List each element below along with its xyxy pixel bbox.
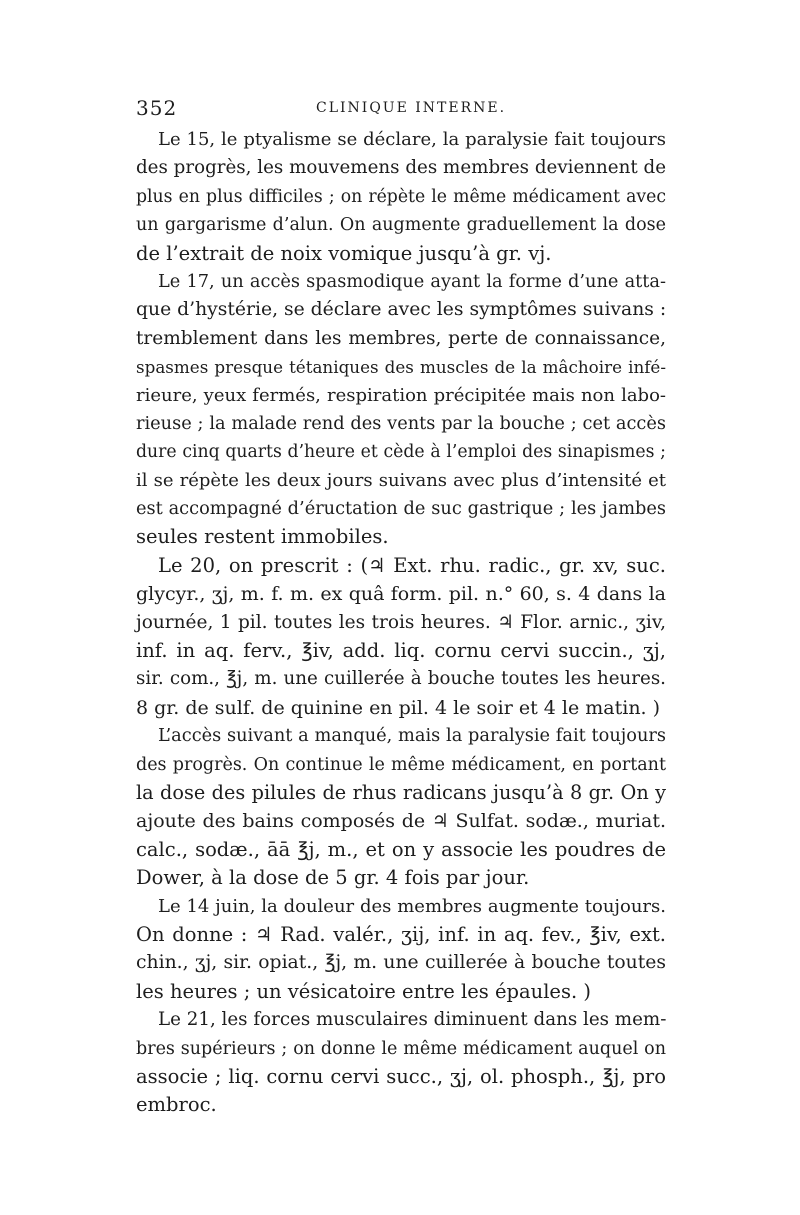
text-line: Le 17, un accès spasmodique ayant la forme d’une atta- <box>158 271 666 292</box>
text-line: ajoute des bains composés de ♃ Sulfat. sodæ., muriat. <box>136 810 666 833</box>
paragraph-17 <box>136 268 666 552</box>
text-line: un gargarisme d’alun. On augmente graduellement la dose <box>136 215 666 236</box>
text-line: il se répète les deux jours suivans avec plus d’intensité et <box>136 469 666 491</box>
paragraph-acces <box>136 722 666 892</box>
text-line: des progrès. On continue le même médicament, en portant <box>136 754 666 775</box>
text-line: On donne : ♃ Rad. valér., ʒij, inf. in aq. fev., ℥iv, ext. <box>136 922 666 946</box>
paragraph-20 <box>136 552 666 722</box>
text-line: Le 20, on prescrit : (♃ Ext. rhu. radic., gr. xv, suc. <box>158 553 666 577</box>
text-line: Le 14 juin, la douleur des membres augmente toujours. <box>158 895 666 917</box>
text-line: embroc. <box>136 1093 217 1117</box>
text-line: la dose des pilules de rhus radicans jusqu’à 8 gr. On y <box>136 780 666 804</box>
page-number: 352 <box>136 96 178 120</box>
text-line: de l’extrait de noix vomique jusqu’à gr. vj. <box>136 241 552 265</box>
body-text <box>136 126 666 1120</box>
text-line: des progrès, les mouvemens des membres deviennent de <box>136 157 666 179</box>
text-line: sir. com., ℥j, m. une cuillerée à bouche toutes les heures. <box>136 668 666 690</box>
text-line: rieure, yeux fermés, respiration précipitée mais non labo- <box>136 384 666 406</box>
paragraph-14-juin <box>136 893 666 1007</box>
text-line: associe ; liq. cornu cervi succ., ʒj, ol. phosph., ℥j, pro <box>136 1064 666 1088</box>
text-line: Dower, à la dose de 5 gr. 4 fois par jour. <box>136 866 530 890</box>
text-line: glycyr., ʒj, m. f. m. ex quâ form. pil. n.° 60, s. 4 dans la <box>136 583 666 606</box>
text-line: journée, 1 pil. toutes les trois heures. ♃ Flor. arnic., ʒiv, <box>136 611 666 633</box>
text-line: 8 gr. de sulf. de quinine en pil. 4 le soir et 4 le matin. ) <box>136 696 661 719</box>
paragraph-15 <box>136 126 666 268</box>
text-line: dure cinq quarts d’heure et cède à l’emploi des sinapismes ; <box>136 442 666 463</box>
text-line: inf. in aq. ferv., ℥iv, add. liq. cornu cervi succin., ʒj, <box>136 639 666 663</box>
text-line: Le 21, les forces musculaires diminuent dans les mem- <box>158 1009 667 1031</box>
text-line: que d’hystérie, se déclare avec les symptômes suivans : <box>136 299 667 321</box>
paragraph-21 <box>136 1006 666 1120</box>
text-line: L’accès suivant a manqué, mais la paralysie fait toujours <box>158 726 666 747</box>
text-line: plus en plus difficiles ; on répète le même médicament avec <box>136 186 666 207</box>
text-line: rieuse ; la malade rend des vents par la bouche ; cet accès <box>136 413 666 434</box>
text-line: calc., sodæ., āā ℥j, m., et on y associe les poudres de <box>136 837 666 861</box>
text-line: tremblement dans les membres, perte de connaissance, <box>136 327 666 349</box>
running-head: CLINIQUE INTERNE. <box>316 100 507 116</box>
text-line: est accompagné d’éructation de suc gastrique ; les jambes <box>136 499 666 520</box>
text-line: les heures ; un vésicatoire entre les épaules. ) <box>136 979 591 1003</box>
text-line: chin., ʒj, sir. opiat., ℥j, m. une cuillerée à bouche toutes <box>136 952 666 974</box>
page-header <box>136 96 666 126</box>
text-line: spasmes presque tétaniques des muscles de la mâchoire infé- <box>136 357 666 378</box>
text-line: bres supérieurs ; on donne le même médicament auquel on <box>136 1038 666 1059</box>
text-line: seules restent immobiles. <box>136 525 389 549</box>
text-line: Le 15, le ptyalisme se déclare, la paralysie fait toujours <box>158 129 666 150</box>
